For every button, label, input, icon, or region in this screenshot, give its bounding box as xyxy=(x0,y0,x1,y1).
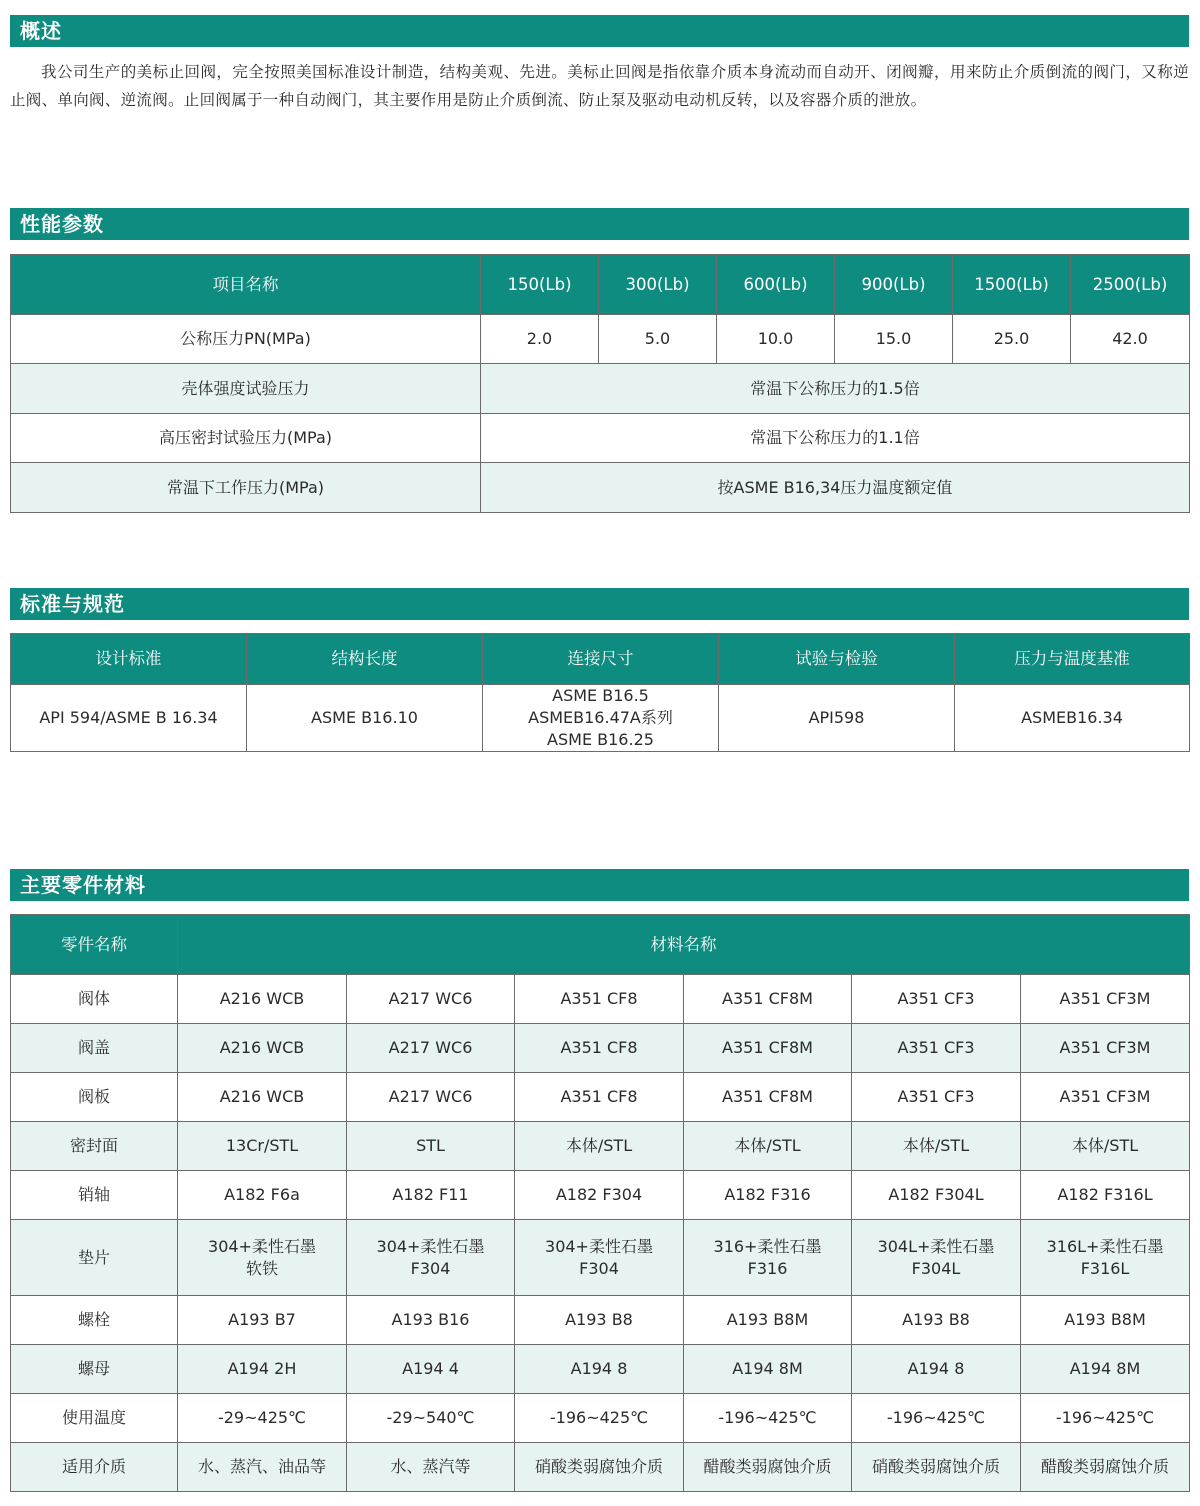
cell-line: 醋酸类弱腐蚀介质 xyxy=(1041,1457,1170,1476)
materials-table xyxy=(10,914,1190,1492)
cell-line: -29~540℃ xyxy=(386,1408,475,1427)
cell-line: A351 CF8M xyxy=(722,1038,813,1057)
header-cell: 结构长度 xyxy=(247,634,483,685)
cell-line: 水、蒸汽等 xyxy=(390,1457,471,1476)
table-row xyxy=(11,685,1190,752)
table-cell xyxy=(178,1122,347,1171)
section-title-performance: 性能参数 xyxy=(10,208,1189,240)
table-row xyxy=(11,1394,1190,1443)
cell-line: A351 CF3M xyxy=(1059,1038,1151,1057)
cell-line: 13Cr/STL xyxy=(225,1136,299,1155)
table-cell: 常温下公称压力的1.1倍 xyxy=(481,414,1190,463)
row-label: 螺母 xyxy=(11,1345,178,1394)
cell-line: A351 CF8 xyxy=(560,1087,638,1106)
header-cell: 试验与检验 xyxy=(719,634,955,685)
table-cell xyxy=(684,1171,852,1220)
table-cell: API598 xyxy=(719,685,955,752)
cell-line: -196~425℃ xyxy=(549,1408,649,1427)
table-row xyxy=(11,463,1190,513)
cell-line: A182 F316L xyxy=(1057,1185,1153,1204)
cell-line: ASMEB16.47A系列 xyxy=(528,708,673,727)
section-title-standards: 标准与规范 xyxy=(10,588,1189,620)
table-cell xyxy=(1021,1122,1190,1171)
table-cell xyxy=(347,1024,515,1073)
cell-line: A217 WC6 xyxy=(388,1038,473,1057)
row-label: 高压密封试验压力(MPa) xyxy=(11,414,481,463)
cell-line: A193 B8M xyxy=(726,1310,809,1329)
table-cell xyxy=(178,1073,347,1122)
cell-line: A351 CF8 xyxy=(560,989,638,1008)
cell-line: A194 8 xyxy=(907,1359,965,1378)
table-cell xyxy=(852,1394,1021,1443)
table-row xyxy=(11,315,1190,364)
cell-line: 316+柔性石墨 xyxy=(713,1236,822,1256)
table-cell xyxy=(178,1443,347,1492)
header-cell: 2500(Lb) xyxy=(1071,255,1190,315)
cell-line: 本体/STL xyxy=(902,1136,970,1155)
table-cell: 按ASME B16,34压力温度额定值 xyxy=(481,463,1190,513)
table-cell xyxy=(1021,1394,1190,1443)
cell-line: A351 CF8M xyxy=(722,1087,813,1106)
table-cell xyxy=(852,1220,1021,1296)
cell-line: A216 WCB xyxy=(219,989,305,1008)
cell-line: F316 xyxy=(747,1258,788,1278)
overview-paragraph xyxy=(10,58,1189,114)
table-row xyxy=(11,975,1190,1024)
table-row xyxy=(11,1122,1190,1171)
cell-line: 316L+柔性石墨 xyxy=(1046,1236,1164,1256)
cell-line: A193 B16 xyxy=(391,1310,470,1329)
table-cell: 5.0 xyxy=(599,315,717,364)
cell-line: 304+柔性石墨 xyxy=(545,1236,653,1256)
row-label: 垫片 xyxy=(11,1220,178,1296)
table-cell xyxy=(1021,975,1190,1024)
table-cell xyxy=(852,1122,1021,1171)
table-cell xyxy=(684,1443,852,1492)
table-cell xyxy=(515,1394,684,1443)
cell-line: 硝酸类弱腐蚀介质 xyxy=(871,1457,1000,1476)
table-cell: 2.0 xyxy=(481,315,599,364)
cell-line: A194 8M xyxy=(732,1359,803,1378)
row-label: 公称压力PN(MPa) xyxy=(11,315,481,364)
header-cell: 项目名称 xyxy=(11,255,481,315)
table-cell xyxy=(852,1296,1021,1345)
header-cell: 300(Lb) xyxy=(599,255,717,315)
cell-line: 304+柔性石墨 xyxy=(208,1236,316,1256)
table-cell xyxy=(1021,1024,1190,1073)
header-cell: 900(Lb) xyxy=(835,255,953,315)
table-cell xyxy=(515,1296,684,1345)
table-cell xyxy=(852,1345,1021,1394)
table-cell xyxy=(684,1122,852,1171)
cell-line: A351 CF3M xyxy=(1059,989,1151,1008)
cell-line: 304+柔性石墨 xyxy=(376,1236,485,1256)
cell-line: STL xyxy=(416,1136,445,1155)
cell-line: A351 CF3 xyxy=(897,1087,975,1106)
cell-line: A351 CF8 xyxy=(560,1038,638,1057)
cell-line: A193 B7 xyxy=(228,1310,296,1329)
table-cell: 常温下公称压力的1.5倍 xyxy=(481,364,1190,414)
table-cell xyxy=(684,1073,852,1122)
table-cell xyxy=(684,1024,852,1073)
performance-header-row xyxy=(11,255,1190,315)
table-row xyxy=(11,1024,1190,1073)
section-title-overview: 概述 xyxy=(10,15,1189,47)
table-cell xyxy=(684,1394,852,1443)
table-cell xyxy=(852,975,1021,1024)
row-label: 阀盖 xyxy=(11,1024,178,1073)
cell-line: A193 B8 xyxy=(565,1310,633,1329)
cell-line: A194 8 xyxy=(570,1359,628,1378)
table-cell xyxy=(178,1345,347,1394)
cell-line: A351 CF3 xyxy=(897,1038,975,1057)
table-cell xyxy=(178,1171,347,1220)
table-cell xyxy=(852,1443,1021,1492)
cell-line: A194 8M xyxy=(1069,1359,1141,1378)
table-cell xyxy=(1021,1345,1190,1394)
table-cell xyxy=(1021,1443,1190,1492)
table-cell xyxy=(483,685,719,752)
table-cell xyxy=(347,1220,515,1296)
cell-line: A193 B8M xyxy=(1064,1310,1146,1329)
cell-line: A351 CF3M xyxy=(1059,1087,1151,1106)
table-cell: 10.0 xyxy=(717,315,835,364)
table-row xyxy=(11,1073,1190,1122)
cell-line: A182 F316 xyxy=(724,1185,811,1204)
table-cell xyxy=(852,1024,1021,1073)
table-cell: 15.0 xyxy=(835,315,953,364)
table-cell xyxy=(178,1024,347,1073)
performance-table xyxy=(10,254,1190,513)
header-cell: 连接尺寸 xyxy=(483,634,719,685)
header-cell: 压力与温度基准 xyxy=(955,634,1190,685)
cell-line: 本体/STL xyxy=(1071,1136,1139,1155)
table-row xyxy=(11,1443,1190,1492)
row-label: 阀板 xyxy=(11,1073,178,1122)
cell-line: 硝酸类弱腐蚀介质 xyxy=(534,1457,663,1476)
header-cell: 材料名称 xyxy=(178,915,1190,975)
table-cell xyxy=(1021,1171,1190,1220)
standards-table xyxy=(10,633,1190,752)
section-title-materials: 主要零件材料 xyxy=(10,869,1189,901)
cell-line: A216 WCB xyxy=(219,1038,305,1057)
cell-line: ASME B16.5 xyxy=(552,686,649,705)
table-cell xyxy=(852,1073,1021,1122)
row-label: 壳体强度试验压力 xyxy=(11,364,481,414)
table-cell xyxy=(1021,1220,1190,1296)
row-label: 阀体 xyxy=(11,975,178,1024)
table-cell xyxy=(684,1296,852,1345)
standards-header-row xyxy=(11,634,1190,685)
row-label: 密封面 xyxy=(11,1122,178,1171)
table-cell xyxy=(347,1345,515,1394)
row-label: 适用介质 xyxy=(11,1443,178,1492)
table-row xyxy=(11,1171,1190,1220)
cell-line: F316L xyxy=(1080,1258,1130,1278)
table-cell xyxy=(347,1394,515,1443)
cell-line: ASME B16.25 xyxy=(547,730,654,749)
table-cell: 42.0 xyxy=(1071,315,1190,364)
table-cell xyxy=(515,1220,684,1296)
row-label: 螺栓 xyxy=(11,1296,178,1345)
table-row xyxy=(11,1345,1190,1394)
row-label: 使用温度 xyxy=(11,1394,178,1443)
table-cell: ASME B16.10 xyxy=(247,685,483,752)
table-cell xyxy=(515,1345,684,1394)
cell-line: F304 xyxy=(410,1258,451,1278)
row-label: 销轴 xyxy=(11,1171,178,1220)
table-cell xyxy=(178,1220,347,1296)
table-cell xyxy=(684,1345,852,1394)
cell-line: A194 2H xyxy=(227,1359,297,1378)
cell-line: A182 F11 xyxy=(392,1185,469,1204)
cell-line: -29~425℃ xyxy=(217,1408,307,1427)
table-cell xyxy=(347,975,515,1024)
cell-line: A351 CF8M xyxy=(722,989,813,1008)
cell-line: A182 F304L xyxy=(888,1185,984,1204)
cell-line: 水、蒸汽、油品等 xyxy=(197,1457,326,1476)
cell-line: 醋酸类弱腐蚀介质 xyxy=(703,1457,832,1476)
table-cell xyxy=(347,1122,515,1171)
table-cell xyxy=(684,1220,852,1296)
cell-line: 本体/STL xyxy=(734,1136,801,1155)
table-cell xyxy=(178,975,347,1024)
table-row xyxy=(11,364,1190,414)
table-cell xyxy=(515,1443,684,1492)
cell-line: A182 F304 xyxy=(555,1185,643,1204)
table-cell: API 594/ASME B 16.34 xyxy=(11,685,247,752)
cell-line: A193 B8 xyxy=(902,1310,970,1329)
header-cell: 1500(Lb) xyxy=(953,255,1071,315)
cell-line: F304 xyxy=(579,1258,619,1278)
table-cell: ASMEB16.34 xyxy=(955,685,1190,752)
row-label: 常温下工作压力(MPa) xyxy=(11,463,481,513)
table-cell xyxy=(347,1296,515,1345)
table-cell xyxy=(515,1122,684,1171)
table-cell xyxy=(515,1024,684,1073)
header-cell: 150(Lb) xyxy=(481,255,599,315)
table-cell xyxy=(684,975,852,1024)
table-cell: 25.0 xyxy=(953,315,1071,364)
table-cell xyxy=(347,1171,515,1220)
table-cell xyxy=(515,1171,684,1220)
cell-line: A194 4 xyxy=(402,1359,459,1378)
cell-line: F304L xyxy=(911,1258,961,1278)
cell-line: 本体/STL xyxy=(565,1136,633,1155)
table-cell xyxy=(515,1073,684,1122)
cell-line: A217 WC6 xyxy=(388,989,473,1008)
table-row xyxy=(11,414,1190,463)
table-cell xyxy=(1021,1073,1190,1122)
cell-line: A182 F6a xyxy=(224,1185,300,1204)
cell-line: 软铁 xyxy=(245,1258,278,1278)
header-cell: 600(Lb) xyxy=(717,255,835,315)
table-cell xyxy=(347,1443,515,1492)
table-row xyxy=(11,1296,1190,1345)
cell-line: -196~425℃ xyxy=(1055,1408,1155,1427)
table-cell xyxy=(178,1394,347,1443)
cell-line: A216 WCB xyxy=(219,1087,305,1106)
cell-line: A351 CF3 xyxy=(897,989,975,1008)
overview-text: 我公司生产的美标止回阀，完全按照美国标准设计制造，结构美观、先进。美标止回阀是指依靠介质本身流动而自动开、闭阀瓣，用来防止介质倒流的阀门，又称逆止阀、单向阀、逆流阀。止回阀属于一种自动阀门，其主要作用是防止介质倒流、防止泵及驱动电动机反转，以及容器介质的泄放。 xyxy=(10,63,1189,109)
table-cell xyxy=(178,1296,347,1345)
header-cell: 零件名称 xyxy=(11,915,178,975)
table-row xyxy=(11,1220,1190,1296)
cell-line: 304L+柔性石墨 xyxy=(877,1236,995,1256)
table-cell xyxy=(1021,1296,1190,1345)
materials-header-row xyxy=(11,915,1190,975)
table-cell xyxy=(515,975,684,1024)
table-cell xyxy=(347,1073,515,1122)
header-cell: 设计标准 xyxy=(11,634,247,685)
cell-line: -196~425℃ xyxy=(718,1408,817,1427)
cell-line: -196~425℃ xyxy=(886,1408,986,1427)
cell-line: A217 WC6 xyxy=(388,1087,473,1106)
table-cell xyxy=(852,1171,1021,1220)
